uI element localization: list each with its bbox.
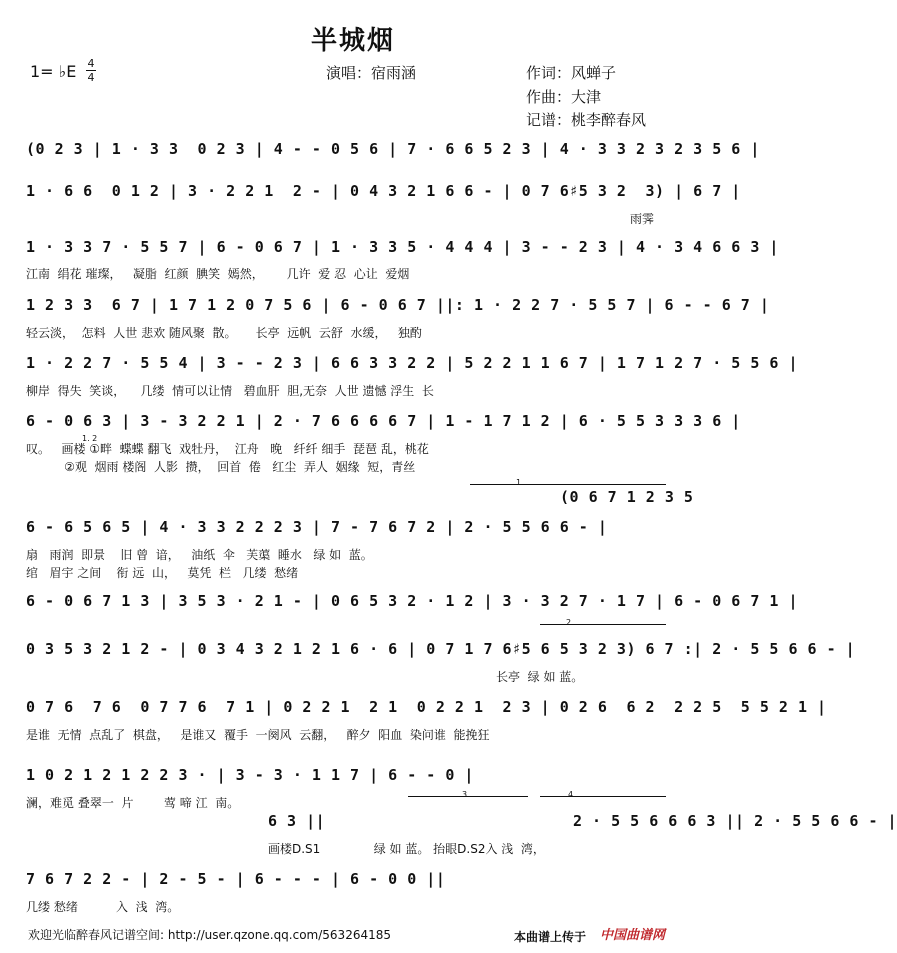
lyric-row-3: 江南 绢花 璀璨， 凝脂 红颜 腆笑 嫣然， 几许 爱 忍 心让 爱烟 (26, 267, 410, 281)
bridge-intro: (0 6 7 1 2 3 5 (560, 488, 694, 506)
volta-number-1: 1 (516, 478, 522, 487)
lyric-row-7b: 绾 眉宇 之间 衔 远 山， 莫凭 栏 几缕 愁绪 (26, 566, 299, 580)
song-title: 半城烟 (310, 26, 395, 56)
lyric-row-5: 柳岸 得失 笑谈， 几缕 情可以让情 碧血肝 胆,无奈 人世 遗憾 浮生 长 (26, 384, 434, 398)
lyric-row-11: 澜，难觅 叠翠一 片 莺 啼 江 南。 (26, 796, 240, 810)
lyric-row-4: 轻云淡， 怎料 人世 悲欢 随风聚 散。 长亭 远帆 云舒 水缓， 独酌 (26, 326, 422, 340)
score-row-3: 1 · 3 3 7 · 5 5 7 | 6 - 0 6 7 | 1 · 3 3 5 · 4 4 4 | 3 - - 2 3 | 4 · 3 4 6 6 3 | (26, 238, 779, 256)
lyric-row-9: 长亭 绿 如 蓝。 (496, 670, 584, 684)
volta-number-2: 2 (566, 618, 572, 627)
volta-line-4 (540, 796, 666, 797)
key-signature: 1= ♭E (30, 62, 77, 81)
volta-number-4: 4 (568, 790, 574, 799)
score-row-8: 6 - 0 6 7 1 3 | 3 5 3 · 2 1 - | 0 6 5 3 2 · 1 2 | 3 · 3 2 7 · 1 7 | 6 - 0 6 7 1 | (26, 592, 798, 610)
footer-uploaded: 本曲谱上传于 (514, 930, 587, 944)
volta-line-2 (540, 624, 666, 625)
volta-line-1 (470, 484, 666, 485)
footer-visit: 欢迎光临醉春风记谱空间: http://user.qzone.qq.com/563264185 (28, 928, 392, 942)
score-row-9: 0 3 5 3 2 1 2 - | 0 3 4 3 2 1 2 1 6 · 6 | 0 7 1 7 6♯5 6 5 3 2 3) 6 7 :| 2 · 5 5 6 6 - | (26, 640, 856, 658)
site-logo: 中国曲谱网 (600, 928, 666, 943)
score-row-1: (0 2 3 | 1 · 3 3 0 2 3 | 4 - - 0 5 6 | 7 · 6 6 5 2 3 | 4 · 3 3 2 3 2 3 5 6 | (26, 140, 760, 158)
lyric-row-6a: 叹。 画楼 ①畔 蝶蝶 翻飞 戏牡丹， 江舟 晚 纤纤 细手 琵琶 乱，桃花 (26, 442, 429, 456)
score-row-11: 1 0 2 1 2 1 2 2 3 · | 3 - 3 · 1 1 7 | 6 - - 0 | (26, 766, 474, 784)
score-row-4: 1 2 3 3 6 7 | 1 7 1 2 0 7 5 6 | 6 - 0 6 7 ||: 1 · 2 2 7 · 5 5 7 | 6 - - 6 7 | (26, 296, 770, 314)
score-row-7: 6 - 6 5 6 5 | 4 · 3 3 2 2 2 3 | 7 - 7 6 7 2 | 2 · 5 5 6 6 - | (26, 518, 608, 536)
verse-marker: 1. 2 (82, 434, 98, 443)
volta-line-3 (408, 796, 528, 797)
score-row-5: 1 · 2 2 7 · 5 5 4 | 3 - - 2 3 | 6 6 3 3 2 2 | 5 2 2 1 1 6 7 | 1 7 1 2 7 · 5 5 6 | (26, 354, 798, 372)
lyric-row-10: 是谁 无情 点乱了 棋盘， 是谁又 覆手 一阕风 云翻， 醉夕 阳血 染问谁 能挽狂 (26, 728, 490, 742)
meter-bottom: 4 (87, 71, 95, 84)
lyric-row-12: 画楼D.S1 绿 如 蓝。 抬眼D.S2入 浅 湾， (268, 842, 545, 856)
lyric-row-7a: 扇 雨润 即景 旧 曾 谙， 油纸 伞 芙蕖 睡水 绿 如 蓝。 (26, 548, 373, 562)
lyric-row-2: 雨霁 (630, 212, 655, 226)
lyricist-credit: 作词：风蝉子 (526, 64, 617, 82)
time-signature (86, 58, 96, 83)
meter-top: 4 (87, 57, 95, 70)
transcriber-credit: 记谱：桃李醉春风 (526, 111, 647, 129)
score-row-2: 1 · 6 6 0 1 2 | 3 · 2 2 1 2 - | 0 4 3 2 1 6 6 - | 0 7 6♯5 3 2 3) | 6 7 | (26, 182, 741, 200)
composer-credit: 作曲：大津 (526, 88, 602, 106)
lyric-row-6b: ②观 烟雨 楼阁 人影 攒， 回首 倦 红尘 弄人 姻缘 短，青丝 (26, 460, 416, 474)
lyric-row-13: 几缕 愁绪 入 浅 湾。 (26, 900, 180, 914)
score-row-6: 6 - 0 6 3 | 3 - 3 2 2 1 | 2 · 7 6 6 6 6 7 | 1 - 1 7 1 2 | 6 · 5 5 3 3 3 6 | (26, 412, 741, 430)
score-row-12: 6 3 || 2 · 5 5 6 6 6 3 || 2 · 5 5 6 6 - | (268, 812, 897, 830)
score-row-13: 7 6 7 2 2 - | 2 - 5 - | 6 - - - | 6 - 0 0 || (26, 870, 446, 888)
volta-number-3: 3 (462, 790, 468, 799)
score-row-10: 0 7 6 7 6 0 7 7 6 7 1 | 0 2 2 1 2 1 0 2 2 1 2 3 | 0 2 6 6 2 2 2 5 5 5 2 1 | (26, 698, 827, 716)
singer-credit: 演唱：宿雨涵 (326, 64, 417, 82)
